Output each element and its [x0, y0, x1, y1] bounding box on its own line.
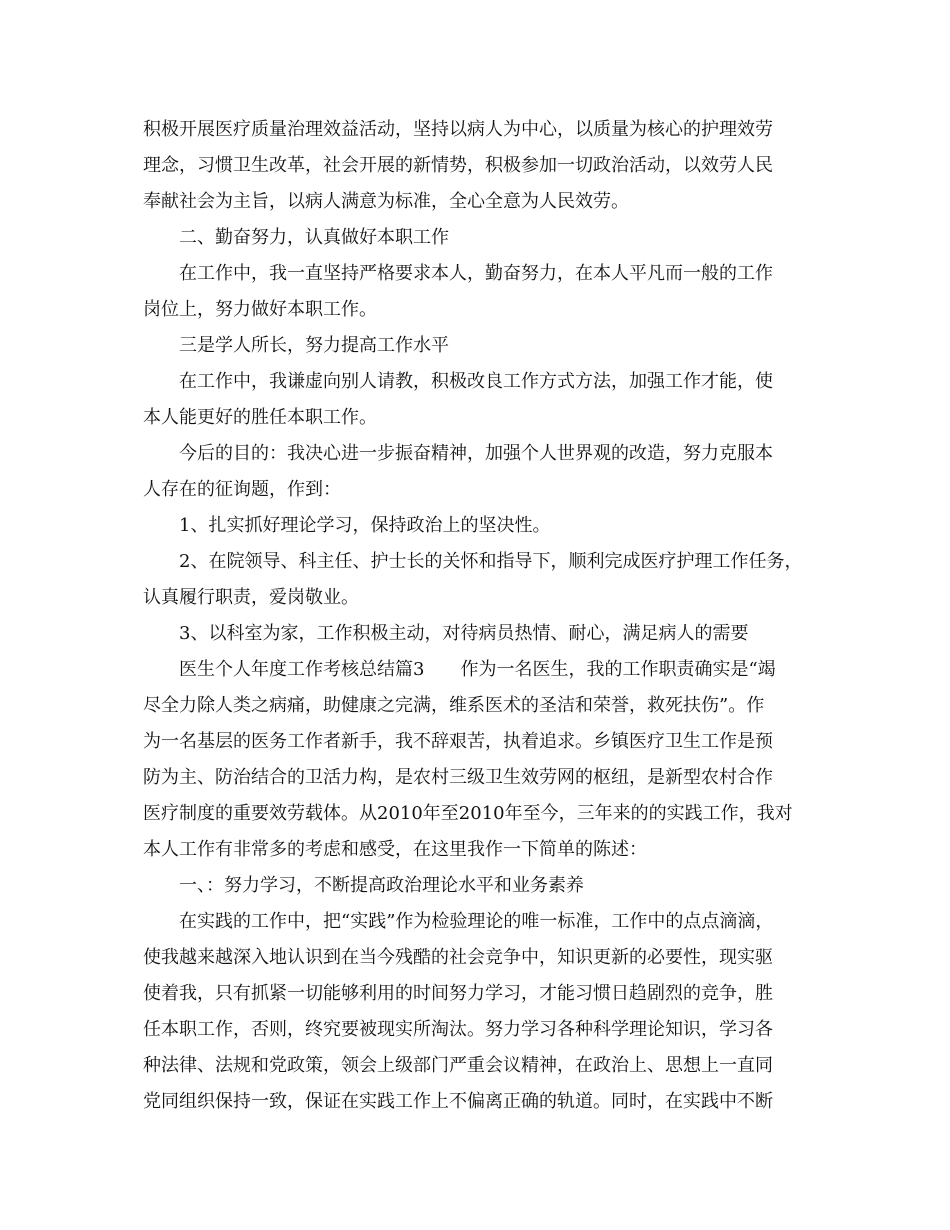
list-item: 1、扎实抓好理论学习，保持政治上的坚决性。 [179, 515, 551, 536]
text-line: 本人工作有非常多的考虑和感受，在这里我作一下简单的陈述： [143, 839, 647, 860]
text-line: 医疗制度的重要效劳载体。从2010年至2010年至今，三年来的的实践工作，我对 [143, 803, 793, 824]
text-line: 奉献社会为主旨，以病人满意为标准，全心全意为人民效劳。 [143, 191, 629, 212]
text-line: 本人能更好的胜任本职工作。 [143, 407, 377, 428]
text-line: 岗位上，努力做好本职工作。 [143, 299, 377, 320]
text-line: 人存在的征询题，作到： [143, 479, 341, 500]
text-line: 在实践的工作中，把“实践”作为检验理论的唯一标准，工作中的点点滴滴， [179, 911, 774, 932]
list-item: 3、以科室为家，工作积极主动，对待病员热情、耐心，满足病人的需要 [179, 623, 749, 644]
text-line: 防为主、防治结合的卫活力构，是农村三级卫生效劳网的枢纽，是新型农村合作 [143, 767, 773, 788]
list-item: 2、在院领导、科主任、护士长的关怀和指导下，顺利完成医疗护理工作任务， [179, 551, 803, 572]
text-line: 今后的目的：我决心进一步振奋精神，加强个人世界观的改造，努力克服本 [179, 443, 773, 464]
section-heading: 三是学人所长，努力提高工作水平 [179, 335, 449, 356]
section-heading: 一、：努力学习，不断提高政治理论水平和业务素养 [179, 875, 584, 896]
text-line: 使着我，只有抓紧一切能够利用的时间努力学习，才能习惯日趋剧烈的竞争，胜 [143, 983, 773, 1004]
text-line: 在工作中，我谦虚向别人请教，积极改良工作方式方法，加强工作才能，使 [179, 371, 773, 392]
text-line: 为一名基层的医务工作者新手，我不辞艰苦，执着追求。乡镇医疗卫生工作是预 [143, 731, 773, 752]
text-line: 在工作中，我一直坚持严格要求本人，勤奋努力，在本人平凡而一般的工作 [179, 263, 773, 284]
text-line: 使我越来越深入地认识到在当今残酷的社会竞争中，知识更新的必要性，现实驱 [143, 947, 773, 968]
text-line: 医生个人年度工作考核总结篇3 作为一名医生，我的工作职责确实是“竭 [179, 659, 776, 680]
section-heading: 二、勤奋努力，认真做好本职工作 [179, 227, 449, 248]
text-line: 党同组织保持一致，保证在实践工作上不偏离正确的轨道。同时，在实践中不断 [143, 1091, 773, 1112]
text-line: 任本职工作，否则，终究要被现实所淘汰。努力学习各种科学理论知识，学习各 [143, 1019, 773, 1040]
text-line: 种法律、法规和党政策，领会上级部门严重会议精神，在政治上、思想上一直同 [143, 1055, 773, 1076]
text-line: 积极开展医疗质量治理效益活动，坚持以病人为中心，以质量为核心的护理效劳 [143, 119, 773, 140]
text-line: 尽全力除人类之病痛，助健康之完满，维系医术的圣洁和荣誉，救死扶伤”。作 [143, 695, 765, 716]
text-line: 认真履行职责，爱岗敬业。 [143, 587, 359, 608]
text-line: 理念，习惯卫生改革，社会开展的新情势，积极参加一切政治活动，以效劳人民 [143, 155, 773, 176]
